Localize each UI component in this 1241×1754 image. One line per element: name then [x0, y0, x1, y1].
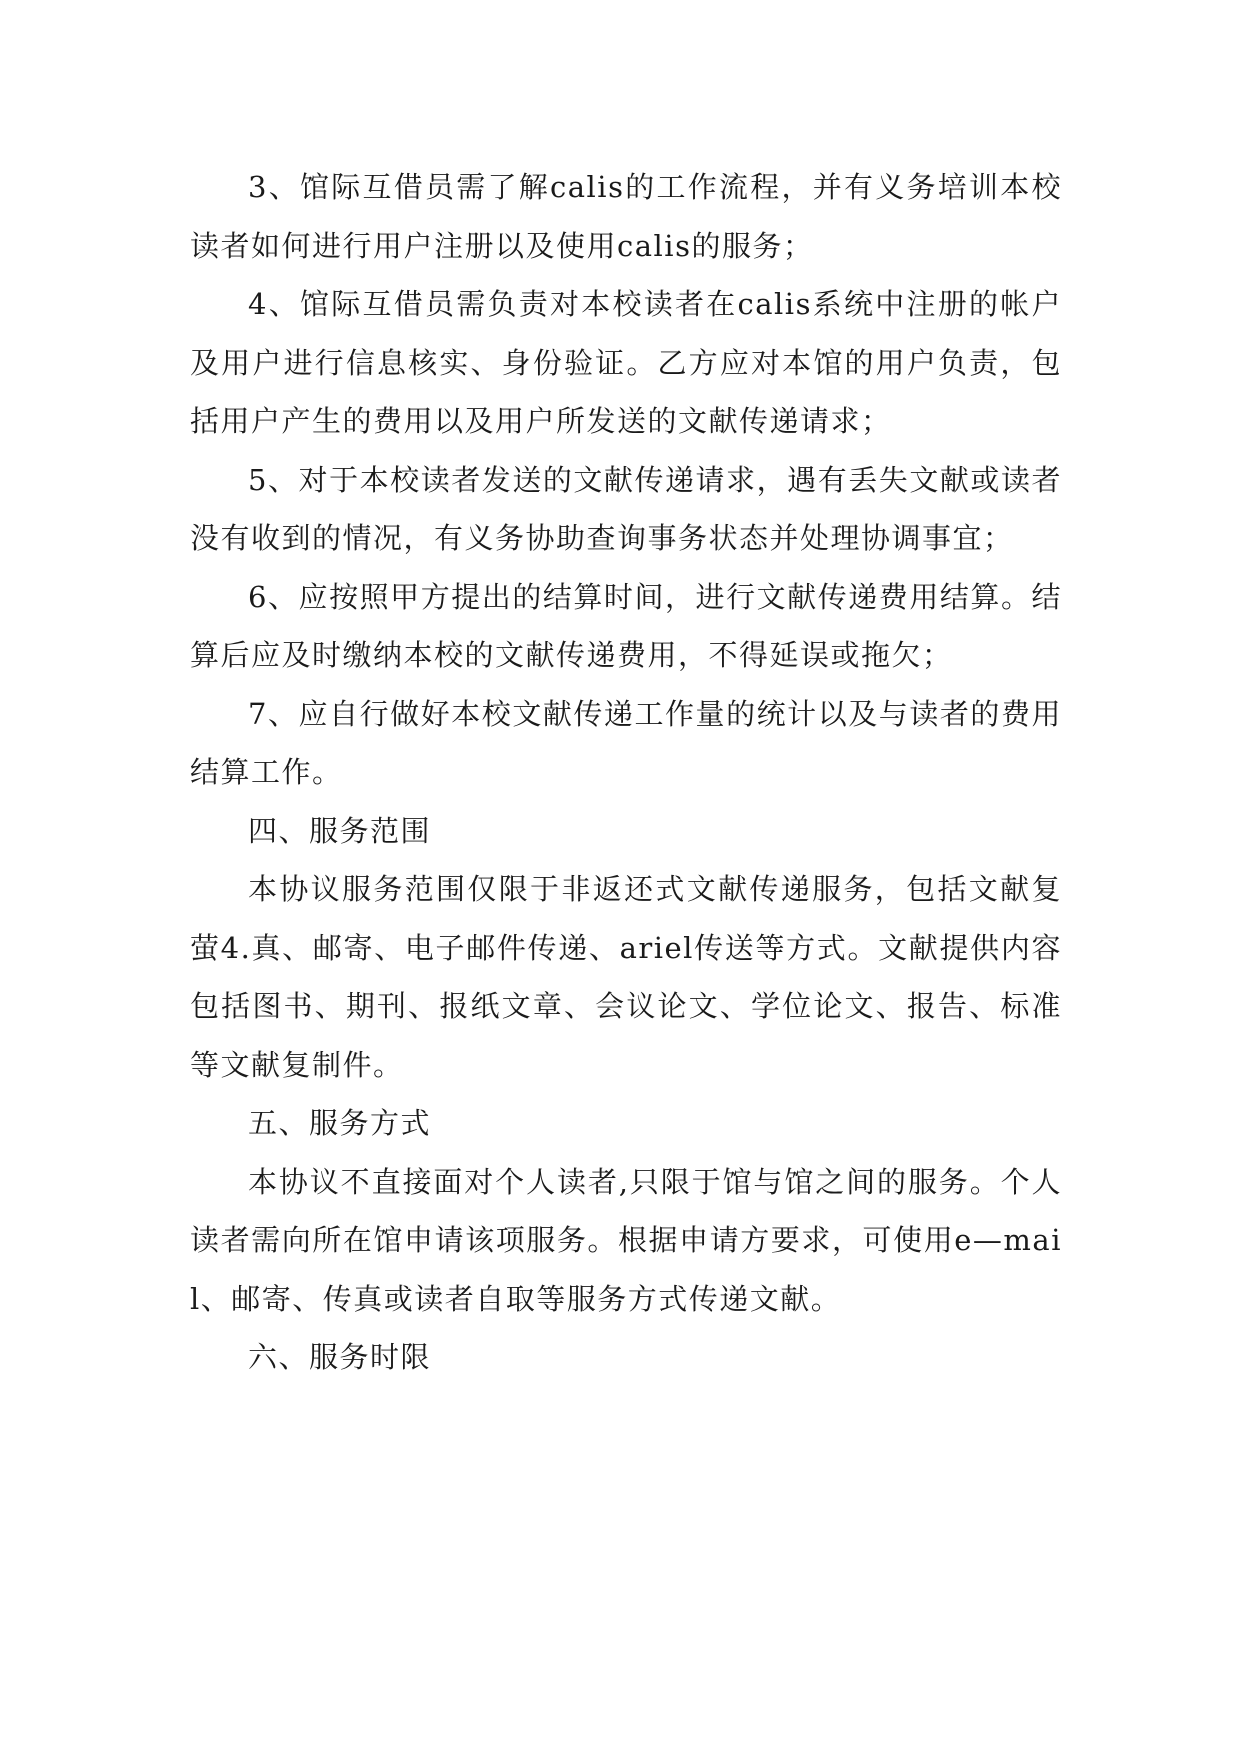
clause-6: 6、应按照甲方提出的结算时间，进行文献传递费用结算。结算后应及时缴纳本校的文献传递费用，不得延误或拖欠； — [190, 579, 1062, 672]
section-heading-service-time-limit: 六、服务时限 — [248, 1340, 432, 1374]
section-heading-service-method: 五、服务方式 — [248, 1106, 432, 1140]
clause-4: 4、馆际互借员需负责对本校读者在calis系统中注册的帐户及用户进行信息核实、身份验证。乙方应对本馆的用户负责，包括用户产生的费用以及用户所发送的文献传递请求； — [190, 287, 1062, 438]
section-body-service-scope: 本协议服务范围仅限于非返还式文献传递服务，包括文献复萤4.真、邮寄、电子邮件传递、ariel传送等方式。文献提供内容包括图书、期刊、报纸文章、会议论文、学位论文、报告、标准等文献复制件。 — [190, 872, 1062, 1082]
document-body — [190, 158, 1062, 1387]
clause-3: 3、馆际互借员需了解calis的工作流程，并有义务培训本校读者如何进行用户注册以及使用calis的服务； — [190, 170, 1062, 263]
section-body-service-method: 本协议不直接面对个人读者,只限于馆与馆之间的服务。个人读者需向所在馆申请该项服务。根据申请方要求，可使用e—mail、邮寄、传真或读者自取等服务方式传递文献。 — [190, 1164, 1062, 1316]
clause-5: 5、对于本校读者发送的文献传递请求，遇有丢失文献或读者没有收到的情况，有义务协助查询事务状态并处理协调事宜； — [190, 462, 1062, 555]
section-heading-service-scope: 四、服务范围 — [248, 813, 432, 848]
clause-7: 7、应自行做好本校文献传递工作量的统计以及与读者的费用结算工作。 — [190, 696, 1062, 789]
